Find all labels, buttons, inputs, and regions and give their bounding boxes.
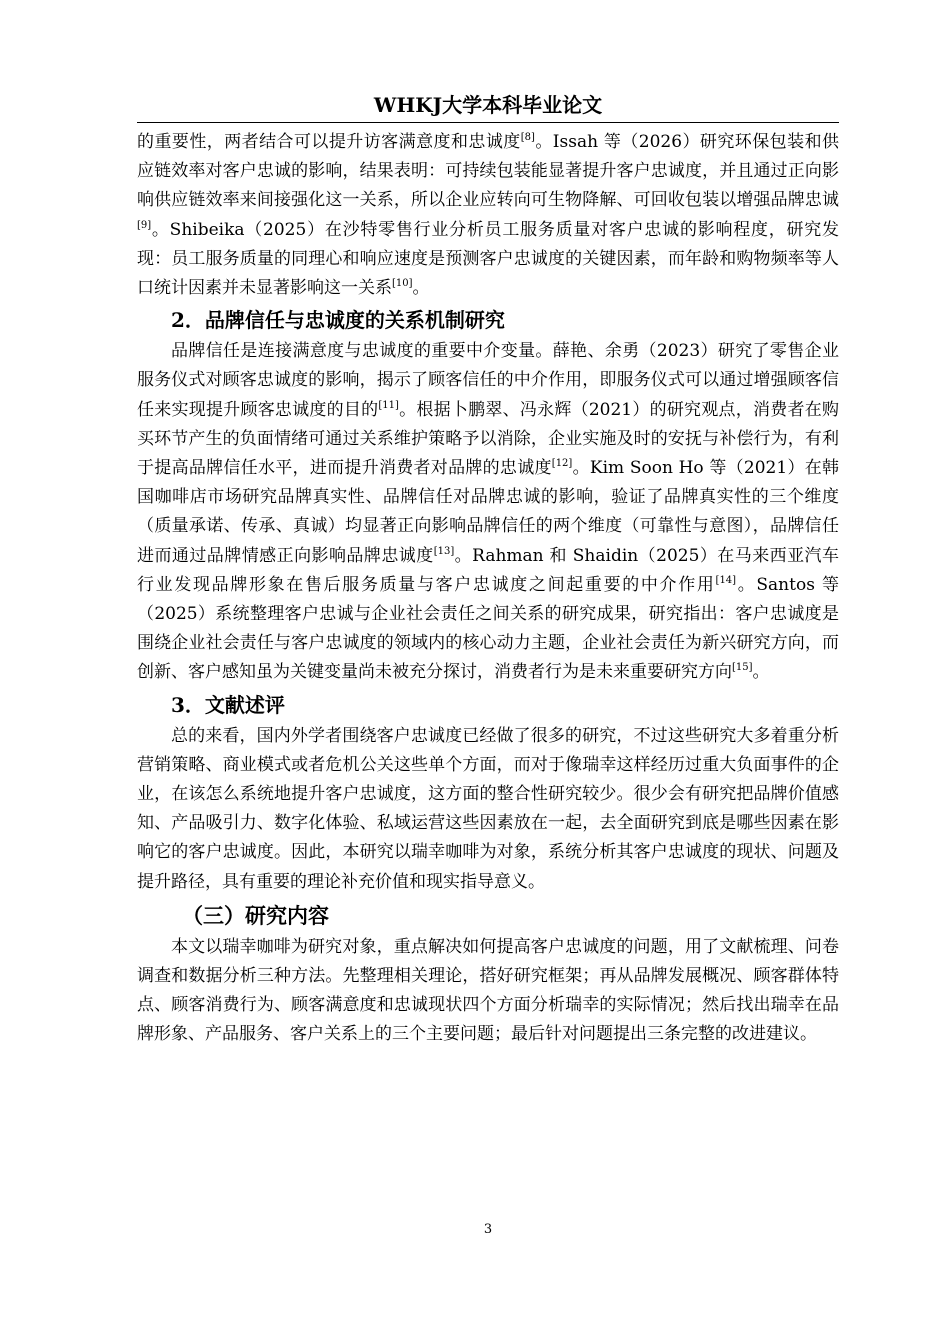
text-span: 。Shibeika（2025）在沙特零售行业分析员工服务质量对客户忠诚的影响程度，研究发现：员工服务质量的同理心和响应速度是预测客户忠诚度的关键因素，而年龄和购物频率等人口统计因素并未显著影响这一关系 [137,219,839,299]
text-span: 。 [752,662,770,683]
section-heading-research-content: （三）研究内容 [182,902,329,928]
text-span: 品牌信任是连接满意度与忠诚度的重要中介变量。薛艳、余勇（2023）研究了零售企业服务仪式对顾客忠诚度的影响，揭示了顾客信任的中介作用，即服务仪式可以通过增强顾客信任来实现提升顾客忠诚度的目的 [137,341,839,420]
header-rule [137,122,839,123]
running-header: WHKJ大学本科毕业论文 [373,93,603,117]
text-span: 。Rahman 和 Shaidin（2025）在马来西亚汽车行业发现品牌形象在售后服务质量与客户忠诚度之间起重要的中介作用 [137,545,840,595]
citation-ref: [10] [392,278,413,290]
text-span: 的重要性，两者结合可以提升访客满意度和忠诚度 [137,132,521,152]
section-heading-literature-review: 3．文献述评 [171,692,285,717]
paragraph-loyalty-studies [137,128,839,303]
text-span: 。Issah 等（2026）研究环保包装和供应链效率对客户忠诚的影响，结果表明：可持续包装能显著提升客户忠诚度，并且通过正向影响供应链效率来间接强化这一关系，所以企业应转向可生物降解、可回收包装以增强品牌忠诚 [137,132,840,211]
text-span: 。根据卜鹏翠、冯永辉（2021）的研究观点，消费者在购买环节产生的负面情绪可通过关系维护策略予以消除，企业实施及时的安抚与补偿行为，有利于提高品牌信任水平，进而提升消费者对品牌的忠诚度 [137,399,839,479]
text-span: 。Santos 等（2025）系统整理客户忠诚与企业社会责任之间关系的研究成果，研究指出：客户忠诚度是围绕企业社会责任与客户忠诚度的领域内的核心动力主题，企业社会责任为新兴研究方向，而创新、客户感知虽为关键变量尚未被充分探讨，消费者行为是未来重要研究方向 [137,574,839,683]
page-body [137,128,839,1050]
citation-ref: [11] [378,399,399,411]
citation-ref: [9] [137,219,152,231]
citation-ref: [8] [520,132,535,143]
citation-ref: [15] [732,662,753,674]
paragraph-literature-review: 总的来看，国内外学者围绕客户忠诚度已经做了很多的研究，不过这些研究大多着重分析营销策略、商业模式或者危机公关这些单个方面，而对于像瑞幸这样经历过重大负面事件的企业，在该怎么系统地提升客户忠诚度，这方面的整合性研究较少。很少会有研究把品牌价值感知、产品吸引力、数字化体验、私域运营这些因素放在一起，去全面研究到底是哪些因素在影响它的客户忠诚度。因此，本研究以瑞幸咖啡为对象，系统分析其客户忠诚度的现状、问题及提升路径，具有重要的理论补充价值和现实指导意义。 [137,725,839,892]
page-number: 3 [483,1222,493,1237]
text-span: 。 [412,278,430,299]
section-heading-brand-trust: 2．品牌信任与忠诚度的关系机制研究 [171,308,505,333]
citation-ref: [14] [715,574,737,586]
paragraph-research-content: 本文以瑞幸咖啡为研究对象，重点解决如何提高客户忠诚度的问题，用了文献梳理、问卷调查和数据分析三种方法。先整理相关理论，搭好研究框架；再从品牌发展概况、顾客群体特点、顾客消费行为、顾客满意度和忠诚现状四个方面分析瑞幸的实际情况；然后找出瑞幸在品牌形象、产品服务、客户关系上的三个主要问题；最后针对问题提出三条完整的改进建议。 [137,936,839,1045]
citation-ref: [12] [551,458,573,470]
text-span: 。Kim Soon Ho 等（2021）在韩国咖啡店市场研究品牌真实性、品牌信任对品牌忠诚的影响，验证了品牌真实性的三个维度（质量承诺、传承、真诚）均显著正向影响品牌信任的两个维度（可靠性与意图），品牌信任进而通过品牌情感正向影响品牌忠诚度 [137,458,840,566]
paragraph-brand-trust [137,337,839,687]
citation-ref: [13] [433,545,455,557]
